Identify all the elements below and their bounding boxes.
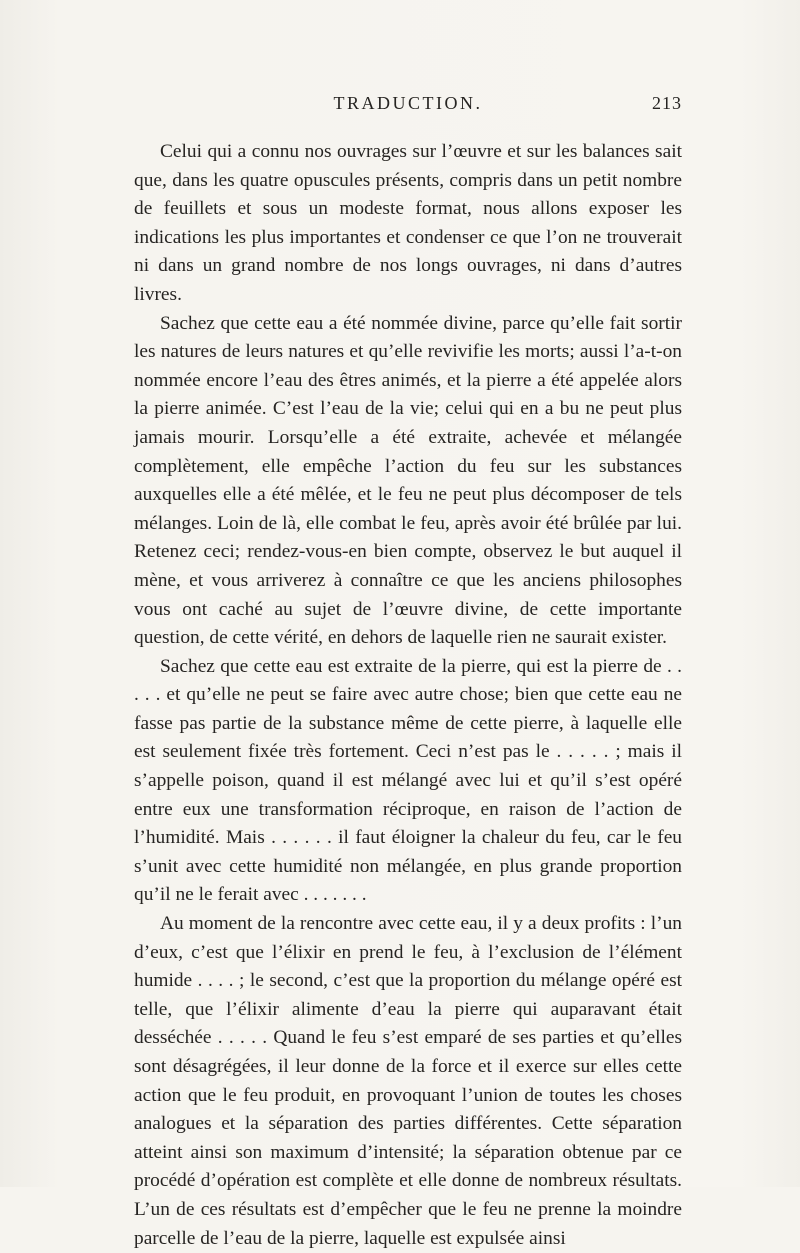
page-number: 213 [652,93,682,113]
paragraph: Sachez que cette eau a été nommée divine, parce qu’elle fait sortir les natures de leurs natures et qu’elle revivifie les morts; aussi l’a-t-on nommée encore l’eau des êtres animés, et la pierre a été appelée alors la pierre animée. C’est l’eau de la vie; celui qui en a bu ne peut plus jamais mourir. Lorsqu’elle a été extraite, achevée et mélangée complètement, elle empêche l’action du feu sur les substances auxquelles elle a été mêlée, et le feu ne peut plus décomposer de tels mélanges. Loin de là, elle combat le feu, après avoir été brûlée par lui. Retenez ceci; rendez-vous-en bien compte, observez le but auquel il mène, et vous arriverez à connaître ce que les anciens philosophes vous ont caché au sujet de l’œuvre divine, de cette importante question, de cette vérité, en dehors de laquelle rien ne saurait exister. [134,312,682,649]
paragraph: Sachez que cette eau est extraite de la pierre, qui est la pierre de . . . . . et qu’elle ne peut se faire avec autre chose; bien que cette eau ne fasse pas partie de la substance même de cette pierre, à laquelle elle est seulement fixée très fortement. Ceci n’est pas le . . . . . ; mais il s’appelle poison, quand il est mélangé avec lui et qu’il s’est opéré entre eux une transformation réciproque, en raison de l’action de l’humidité. Mais . . . . . . il faut éloigner la chaleur du feu, car le feu s’unit avec cette humidité non mélangée, en plus grande proportion qu’il ne le ferait avec . . . . . . . [134,655,682,906]
body-text [134,138,682,1253]
paragraph: Au moment de la rencontre avec cette eau, il y a deux profits : l’un d’eux, c’est que l’élixir en prend le feu, à l’exclusion de l’élément humide . . . . ; le second, c’est que la proportion du mélange opéré est telle, que l’élixir alimente d’eau la pierre qui auparavant était desséchée . . . . . Quand le feu s’est emparé de ses parties et qu’elles sont désagrégées, il leur donne de la force et il exerce sur elles cette action que le feu produit, en provoquant l’union de toutes les choses analogues et la séparation des parties différentes. Cette séparation atteint ainsi son maximum d’intensité; la séparation obtenue par ce procédé d’opération est complète et elle donne de nombreux résultats. L’un de ces résultats est d’empêcher que le feu ne prenne la moindre parcelle de l’eau de la pierre, laquelle est expulsée ainsi [134,913,682,1249]
page-header [134,93,682,117]
paragraph: Celui qui a connu nos ouvrages sur l’œuvre et sur les balances sait que, dans les quatre opuscules présents, compris dans un petit nombre de feuillets et sous un modeste format, nous allons exposer les indications les plus importantes et condenser ce que l’on ne trouverait ni dans un grand nombre de nos longs ouvrages, ni dans d’autres livres. [134,141,682,305]
running-title: TRADUCTION. [333,93,483,113]
